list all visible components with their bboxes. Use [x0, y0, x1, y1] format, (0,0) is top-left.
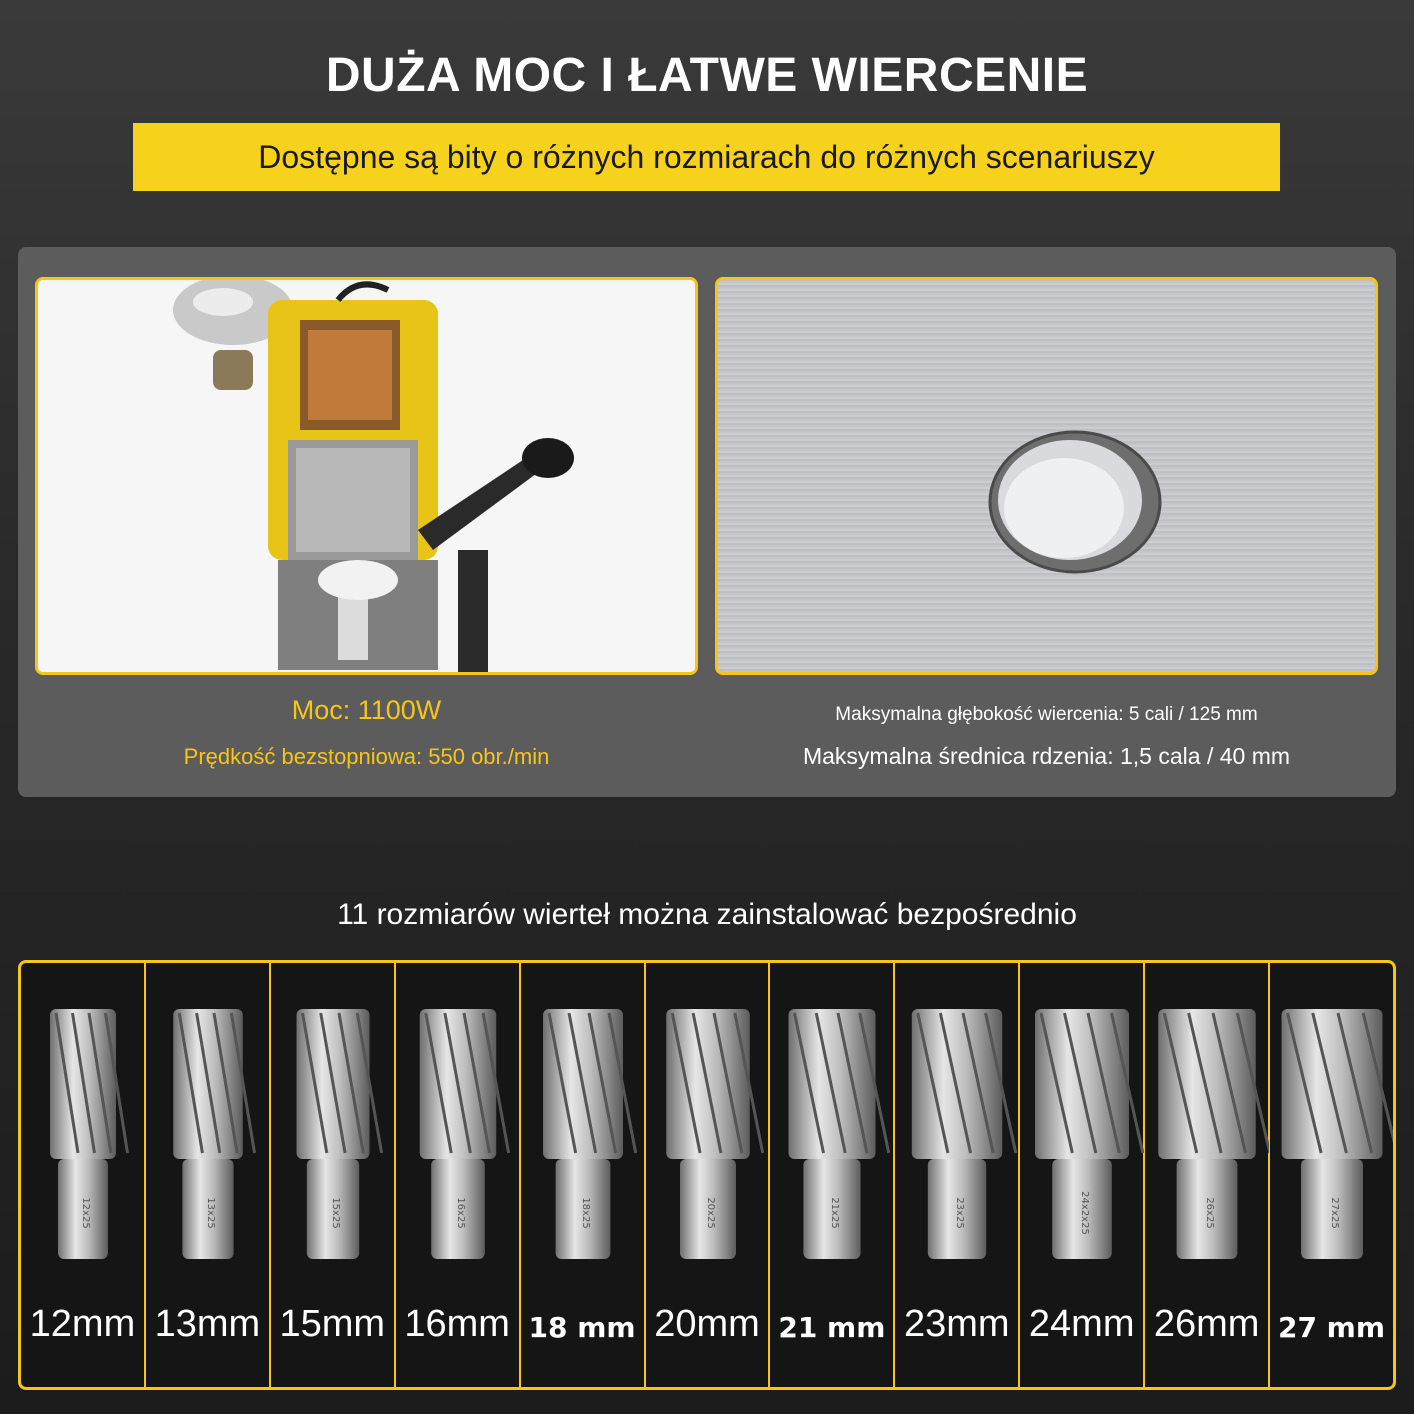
subtitle-text: Dostępne są bity o różnych rozmiarach do różnych scenariuszy	[258, 138, 1155, 175]
cutter-bit-icon	[770, 963, 894, 1263]
bit-engraving: 20x25	[704, 1197, 716, 1229]
bit-item	[271, 963, 396, 1387]
bit-size-label: 12mm	[29, 1303, 136, 1345]
drill-motor-photo	[35, 277, 698, 675]
cutter-bit-icon	[1270, 963, 1394, 1263]
bit-size-label: 27 mm	[1277, 1311, 1386, 1344]
subtitle-banner	[133, 123, 1280, 191]
bit-size-label: 21 mm	[778, 1311, 886, 1344]
bit-item	[396, 963, 521, 1387]
cutter-bit-icon	[396, 963, 520, 1263]
bit-engraving: 21x25	[829, 1197, 841, 1229]
bit-size-label: 13mm	[154, 1303, 261, 1345]
bit-item	[895, 963, 1020, 1387]
bit-size-label: 18 mm	[528, 1311, 636, 1344]
bits-section-title: 11 rozmiarów wierteł można zainstalować bezpośrednio	[337, 898, 1077, 931]
features-panel	[18, 247, 1396, 797]
bits-grid	[18, 960, 1396, 1390]
steel-plate-photo	[715, 277, 1378, 675]
cutter-bit-icon	[646, 963, 770, 1263]
max-depth-spec: Maksymalna głębokość wiercenia: 5 cali / 125 mm	[835, 704, 1258, 725]
bit-item	[521, 963, 646, 1387]
max-core-spec: Maksymalna średnica rdzenia: 1,5 cala / 40 mm	[802, 743, 1291, 769]
bit-size-label: 23mm	[904, 1303, 1010, 1345]
cutter-bit-icon	[21, 963, 145, 1263]
bit-item	[646, 963, 771, 1387]
bit-engraving: 27x25	[1329, 1197, 1341, 1229]
bit-size-label: 15mm	[279, 1303, 386, 1345]
cutter-bit-icon	[1020, 963, 1144, 1263]
cutter-bit-icon	[271, 963, 395, 1263]
bit-engraving: 15x25	[329, 1197, 341, 1229]
bit-size-label: 26mm	[1153, 1303, 1260, 1345]
bit-item	[1020, 963, 1145, 1387]
bit-item	[770, 963, 895, 1387]
bit-item	[21, 963, 146, 1387]
cutter-bit-icon	[521, 963, 645, 1263]
page-title: DUŻA MOC I ŁATWE WIERCENIE	[325, 49, 1089, 102]
bit-size-label: 20mm	[654, 1303, 760, 1345]
cutter-bit-icon	[1145, 963, 1269, 1263]
bit-engraving: 12x25	[80, 1197, 91, 1229]
bit-item	[146, 963, 271, 1387]
bit-engraving: 26x25	[1204, 1197, 1216, 1229]
bit-size-label: 16mm	[404, 1303, 510, 1345]
power-spec: Moc: 1100W	[291, 695, 442, 725]
bit-size-label: 24mm	[1028, 1303, 1135, 1345]
bit-engraving: 24x2x25	[1079, 1191, 1091, 1235]
bit-item	[1270, 963, 1393, 1387]
drill-motor-illustration	[38, 280, 695, 672]
cutter-bit-icon	[895, 963, 1019, 1263]
cutter-bit-icon	[146, 963, 270, 1263]
bit-item	[1145, 963, 1270, 1387]
bit-engraving: 18x25	[579, 1197, 591, 1229]
bit-engraving: 23x25	[954, 1197, 966, 1229]
bit-engraving: 16x25	[454, 1197, 466, 1229]
drilled-hole-illustration	[718, 280, 1375, 672]
bit-engraving: 13x25	[204, 1197, 216, 1229]
speed-spec: Prędkość bezstopniowa: 550 obr./min	[183, 744, 550, 769]
